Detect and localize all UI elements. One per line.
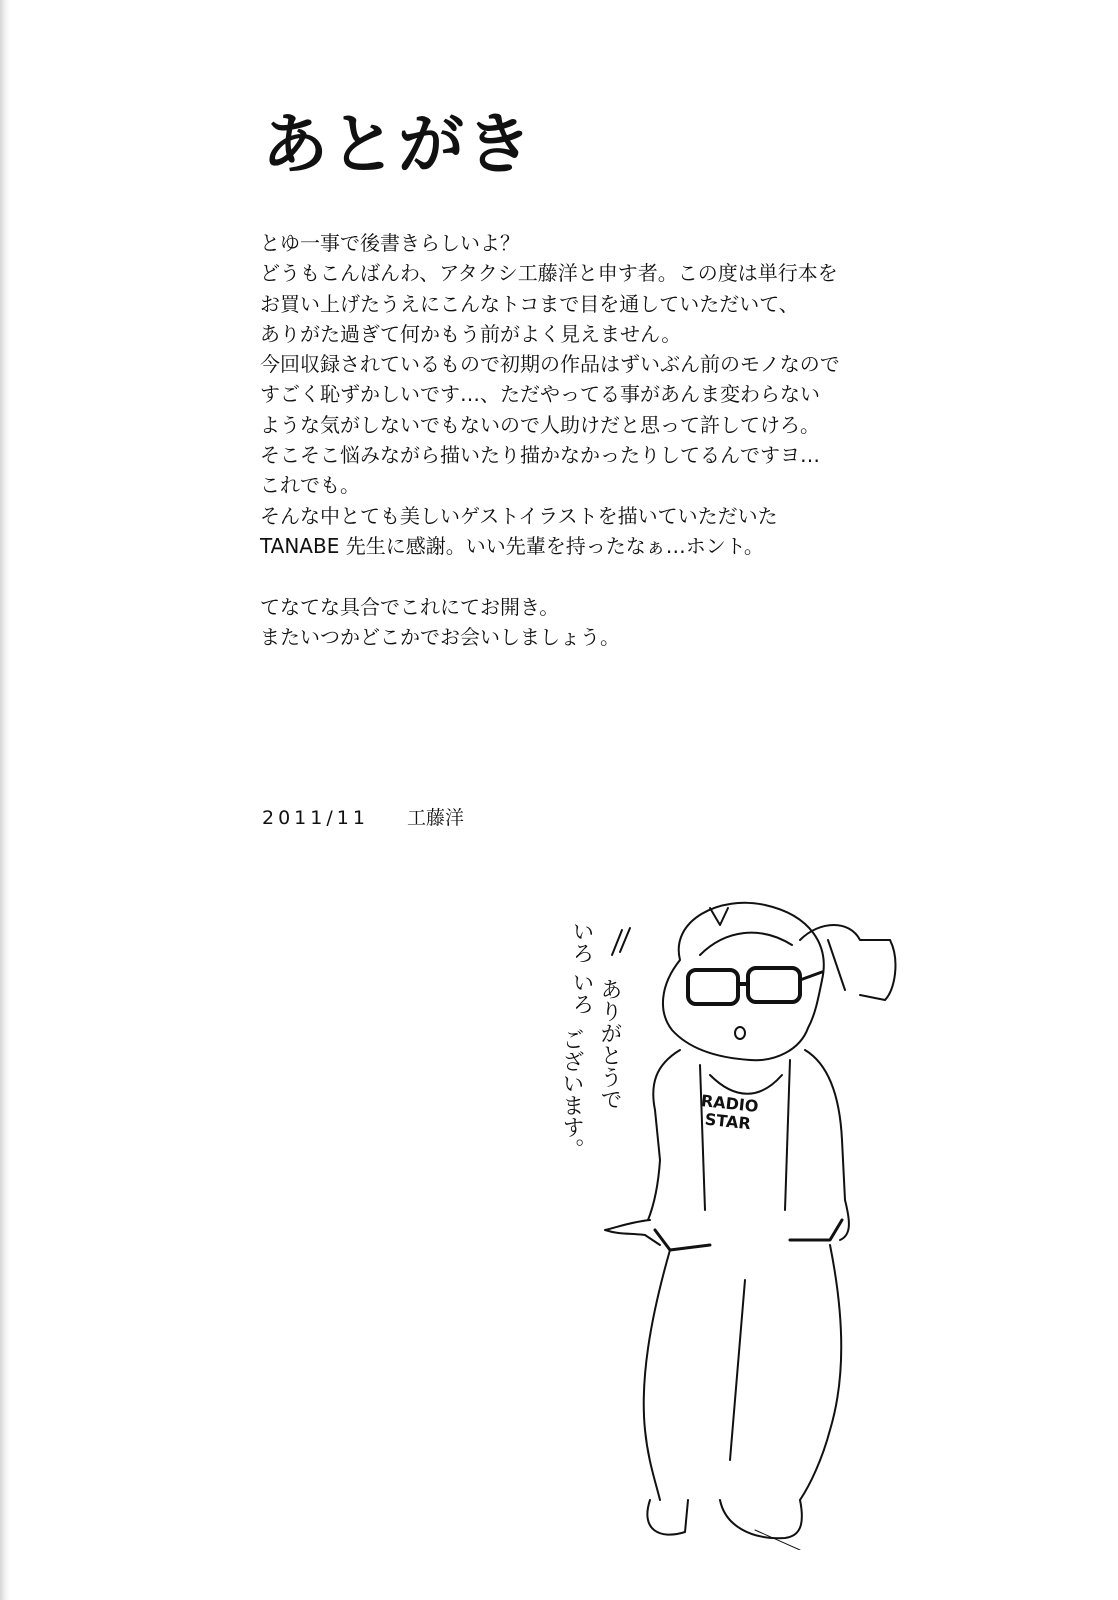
body-line: これでも。 bbox=[260, 473, 360, 498]
motion-lines bbox=[612, 928, 630, 955]
body-line: 今回収録されているもので初期の作品はずいぶん前のモノなので bbox=[260, 352, 840, 377]
body-line: お買い上げたうえにこんなトコまで目を通していただいて、 bbox=[260, 291, 799, 316]
page-title: あとがき bbox=[262, 106, 534, 183]
body-line: そこそこ悩みながら描いたり描かなかったりしてるんですヨ… bbox=[260, 443, 820, 468]
signature-date: 2011/11 bbox=[262, 807, 369, 829]
closing-line: てなてな具合でこれにてお開き。 bbox=[260, 594, 560, 619]
signature-author: 工藤洋 bbox=[406, 807, 464, 829]
handwritten-note-3: ございます。 bbox=[559, 1028, 584, 1160]
glasses-right bbox=[748, 968, 800, 1002]
body-line: TANABE 先生に感謝。いい先輩を持ったなぁ…ホント。 bbox=[260, 533, 764, 558]
body-line: ありがた過ぎて何かもう前がよく見えません。 bbox=[260, 321, 682, 346]
body-line: そんな中とても美しいゲストイラストを描いていただいた bbox=[260, 503, 778, 528]
shirt-text-line1: RADIO bbox=[700, 1091, 760, 1117]
handwritten-note-2: ありがとうで bbox=[597, 978, 622, 1110]
shirt-print bbox=[698, 1092, 759, 1133]
shirt-text-line2: STAR bbox=[704, 1109, 752, 1133]
paragraph-gap bbox=[260, 561, 900, 591]
handwritten-note-1: いろ いろ bbox=[569, 920, 594, 1015]
body-line: すごく恥ずかしいです…、ただやってる事があんま変わらない bbox=[260, 382, 820, 407]
closing-line: またいつかどこかでお会いしましょう。 bbox=[260, 624, 620, 649]
signature bbox=[262, 809, 464, 828]
page-edge-shadow bbox=[0, 0, 10, 1600]
body-line: どうもこんばんわ、アタクシ工藤洋と申す者。この度は単行本を bbox=[260, 261, 838, 286]
body-line: ような気がしないでもないので人助けだと思って許してけろ。 bbox=[260, 412, 820, 437]
afterword-body bbox=[260, 228, 900, 652]
body-line: とゆ一事で後書きらしいよ？ bbox=[260, 231, 520, 255]
glasses-left bbox=[688, 970, 738, 1004]
